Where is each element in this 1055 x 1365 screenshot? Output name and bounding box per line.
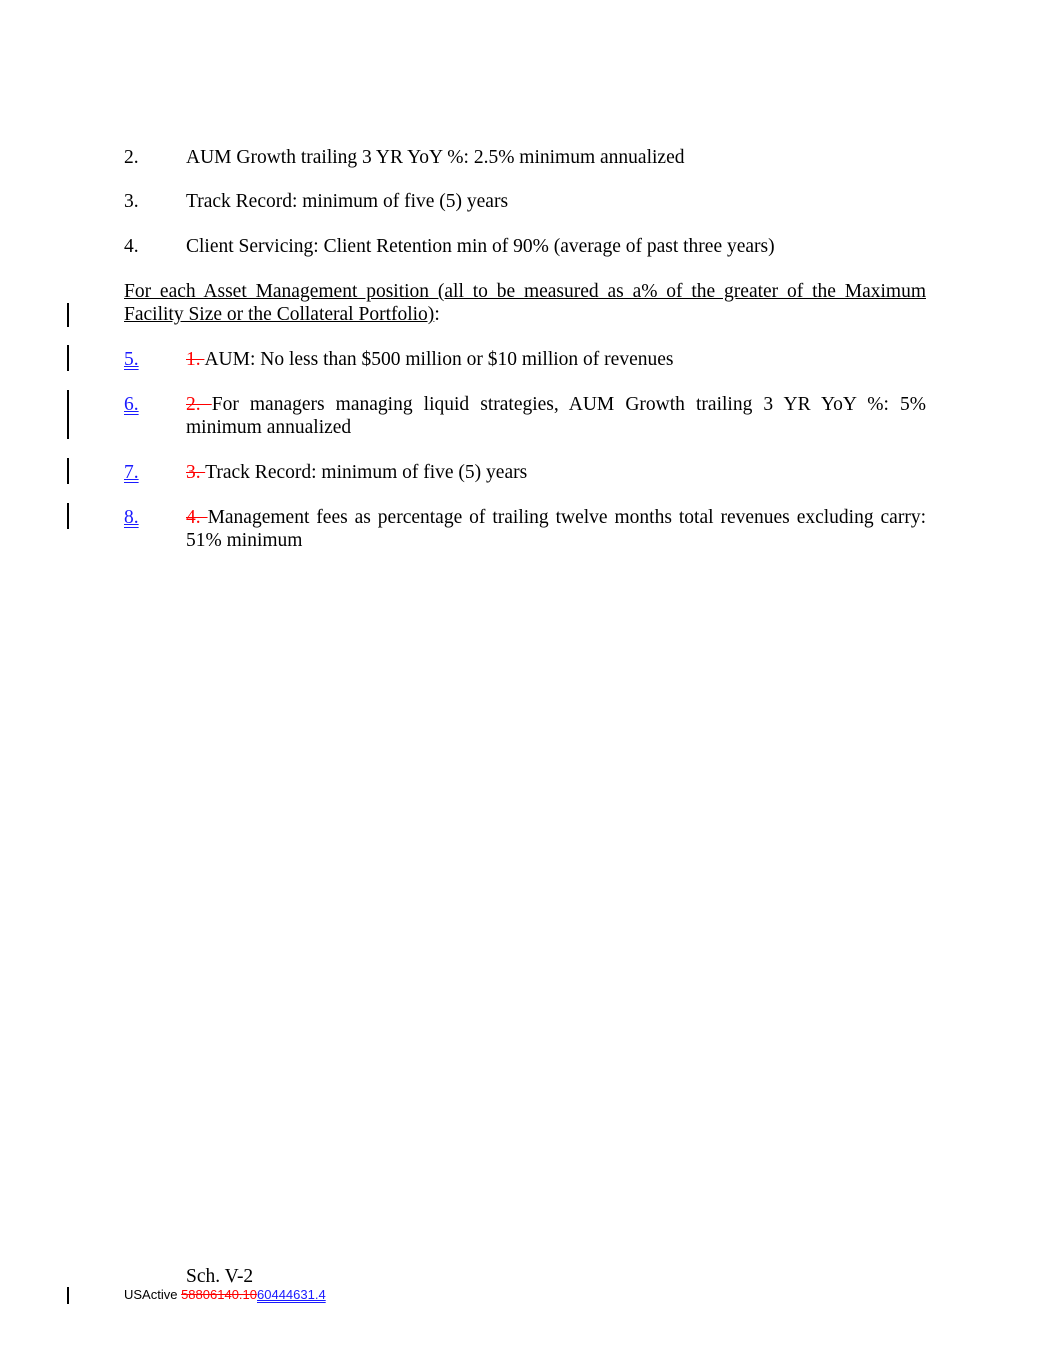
deleted-number: 4.	[186, 507, 208, 528]
list-text: Client Servicing: Client Retention min of 90% (average of past three years)	[186, 236, 775, 257]
list-text: For managers managing liquid strategies, AUM Growth trailing 3 YR YoY %: 5% minimum annualized	[186, 394, 927, 438]
inserted-number: 6.	[124, 394, 139, 415]
list-item-6	[124, 393, 926, 439]
schedule-page-label: Sch. V-2	[186, 1266, 254, 1287]
list-text: Track Record: minimum of five (5) years	[186, 191, 509, 212]
change-bar	[67, 390, 69, 439]
doc-prefix: USActive	[124, 1287, 182, 1302]
change-bar	[67, 503, 69, 529]
list-item-7	[124, 461, 926, 484]
heading-colon: :	[434, 304, 440, 325]
list-item-4	[124, 235, 926, 258]
list-item-2	[124, 146, 926, 169]
list-text: AUM: No less than $500 million or $10 million of revenues	[204, 349, 674, 370]
deleted-number: 3.	[186, 462, 206, 483]
inserted-number: 7.	[124, 462, 139, 483]
change-bar	[67, 1287, 69, 1304]
list-number: 3.	[124, 191, 139, 212]
document-id-footer	[124, 1287, 326, 1303]
deleted-number: 1.	[186, 349, 205, 370]
list-text: Management fees as percentage of trailing twelve months total revenues excluding carry: 51% minimum	[186, 507, 926, 551]
change-bar	[67, 458, 69, 484]
deleted-number: 2.	[186, 394, 212, 415]
list-text: AUM Growth trailing 3 YR YoY %: 2.5% minimum annualized	[186, 147, 685, 168]
inserted-number: 5.	[124, 349, 139, 370]
list-item-3	[124, 190, 926, 213]
list-item-5	[124, 348, 926, 371]
list-item-8	[124, 506, 926, 552]
deleted-doc-id: 58806140.10	[181, 1287, 257, 1302]
list-number: 2.	[124, 147, 139, 168]
inserted-number: 8.	[124, 507, 139, 528]
inserted-doc-id: 60444631.4	[257, 1287, 326, 1302]
change-bar	[67, 345, 69, 371]
change-bar	[67, 303, 69, 327]
list-number: 4.	[124, 236, 139, 257]
list-text: Track Record: minimum of five (5) years	[205, 462, 528, 483]
asset-management-heading	[124, 280, 926, 326]
heading-text: For each Asset Management position (all to be measured as a% of the greater of the Maximum Facility Size or the Collateral Portfolio)	[124, 281, 926, 325]
